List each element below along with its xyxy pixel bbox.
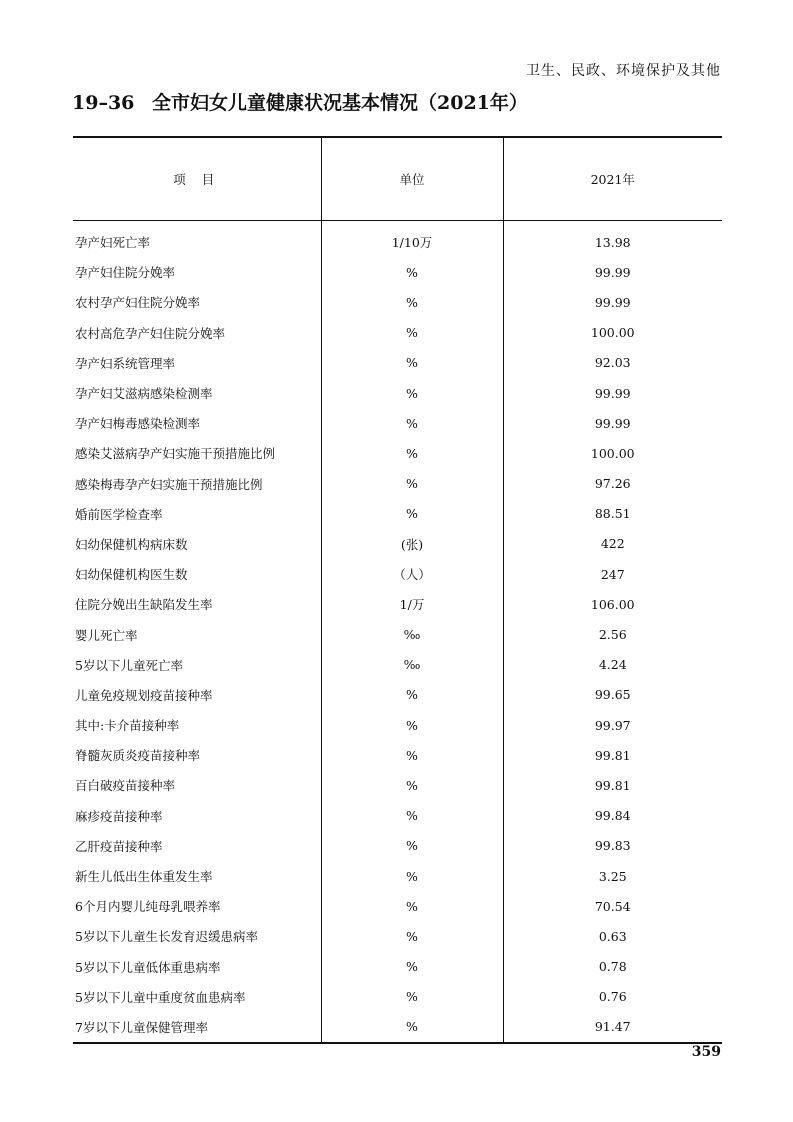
row-item-label: 农村孕产妇住院分娩率 (75, 295, 201, 311)
table-row (73, 378, 722, 408)
row-unit: % (321, 499, 503, 529)
row-unit: 1/10万 (321, 221, 503, 258)
row-unit: 1/万 (321, 589, 503, 619)
row-unit: % (321, 469, 503, 499)
row-value: 247 (503, 559, 722, 589)
table-row (73, 589, 722, 619)
row-item-label: 新生儿低出生体重发生率 (75, 869, 213, 885)
row-unit: % (321, 257, 503, 287)
table-row (73, 529, 722, 559)
row-item-label: 5岁以下儿童死亡率 (75, 657, 183, 673)
row-value: 99.81 (503, 770, 722, 800)
row-unit: % (321, 801, 503, 831)
row-item-label: 孕产妇住院分娩率 (75, 265, 176, 281)
column-header-unit: 单位 (321, 137, 503, 221)
table-row (73, 469, 722, 499)
row-value: 422 (503, 529, 722, 559)
chapter-header: 卫生、民政、环境保护及其他 (526, 63, 721, 79)
row-unit: ‰ (321, 619, 503, 649)
table-header-row (73, 137, 722, 221)
row-value: 0.76 (503, 982, 722, 1012)
row-item-label: 儿童免疫规划疫苗接种率 (75, 687, 213, 703)
row-item-label: 其中:卡介苗接种率 (75, 718, 180, 734)
row-unit: % (321, 861, 503, 891)
row-unit: % (321, 408, 503, 438)
row-value: 97.26 (503, 469, 722, 499)
row-value: 100.00 (503, 438, 722, 468)
table-row (73, 287, 722, 317)
table-row (73, 348, 722, 378)
table-row (73, 257, 722, 287)
row-unit: % (321, 710, 503, 740)
table-row (73, 952, 722, 982)
row-item-label: 农村高危孕产妇住院分娩率 (75, 325, 226, 341)
row-value: 2.56 (503, 619, 722, 649)
row-item-label: 孕产妇艾滋病感染检测率 (75, 386, 213, 402)
row-value: 99.97 (503, 710, 722, 740)
table-row (73, 499, 722, 529)
row-unit: % (321, 287, 503, 317)
row-item-label: 5岁以下儿童生长发育迟缓患病率 (75, 929, 258, 945)
row-value: 88.51 (503, 499, 722, 529)
row-item-label: 婴儿死亡率 (75, 627, 138, 643)
row-item-label: 乙肝疫苗接种率 (75, 838, 163, 854)
table-row (73, 318, 722, 348)
row-value: 4.24 (503, 650, 722, 680)
row-value: 13.98 (503, 221, 722, 258)
row-unit: % (321, 921, 503, 951)
row-item-label: 妇幼保健机构医生数 (75, 567, 188, 583)
table-row (73, 221, 722, 258)
row-value: 99.99 (503, 287, 722, 317)
row-value: 92.03 (503, 348, 722, 378)
table-title (72, 88, 722, 115)
row-item-label: 7岁以下儿童保健管理率 (73, 1012, 321, 1043)
row-value: 3.25 (503, 861, 722, 891)
row-item-label: 感染梅毒孕产妇实施干预措施比例 (75, 476, 263, 492)
row-value: 99.65 (503, 680, 722, 710)
row-item-label: 5岁以下儿童中重度贫血患病率 (75, 989, 246, 1005)
table-title-text: 全市妇女儿童健康状况基本情况（2021年） (152, 92, 528, 114)
row-value: 106.00 (503, 589, 722, 619)
row-unit: % (321, 318, 503, 348)
table-row (73, 801, 722, 831)
table-row (73, 1012, 722, 1043)
table-row (73, 619, 722, 649)
row-unit: (张) (321, 529, 503, 559)
row-unit: % (321, 1012, 503, 1043)
row-value: 99.99 (503, 408, 722, 438)
row-item-label: 孕产妇系统管理率 (75, 355, 176, 371)
table-row (73, 559, 722, 589)
row-unit: ‰ (321, 650, 503, 680)
table-row (73, 831, 722, 861)
table-row (73, 650, 722, 680)
table-row (73, 710, 722, 740)
row-value: 99.81 (503, 740, 722, 770)
row-unit: % (321, 378, 503, 408)
row-unit: % (321, 831, 503, 861)
row-value: 99.99 (503, 378, 722, 408)
row-value: 0.78 (503, 952, 722, 982)
row-unit: % (321, 740, 503, 770)
row-value: 70.54 (503, 891, 722, 921)
row-value: 0.63 (503, 921, 722, 951)
row-value: 100.00 (503, 318, 722, 348)
table-row (73, 921, 722, 951)
row-item-label: 麻疹疫苗接种率 (75, 808, 163, 824)
row-value: 99.83 (503, 831, 722, 861)
row-unit: % (321, 770, 503, 800)
table-row (73, 982, 722, 1012)
table-body (73, 221, 722, 1044)
row-item-label: 住院分娩出生缺陷发生率 (75, 597, 213, 613)
row-item-label: 孕产妇梅毒感染检测率 (75, 416, 201, 432)
row-unit: % (321, 438, 503, 468)
row-unit: % (321, 982, 503, 1012)
row-item-label: 感染艾滋病孕产妇实施干预措施比例 (75, 446, 276, 462)
table-row (73, 861, 722, 891)
column-header-year: 2021年 (503, 137, 722, 221)
table-row (73, 680, 722, 710)
table-number: 19–36 (72, 92, 135, 114)
row-item-label: 婚前医学检查率 (75, 506, 163, 522)
table-row (73, 740, 722, 770)
row-unit: （人） (321, 559, 503, 589)
row-unit: % (321, 680, 503, 710)
table-row (73, 770, 722, 800)
column-header-item: 项 目 (73, 137, 321, 221)
row-value: 91.47 (503, 1012, 722, 1043)
row-value: 99.99 (503, 257, 722, 287)
table-row (73, 408, 722, 438)
row-item-label: 6个月内婴儿纯母乳喂养率 (75, 899, 221, 915)
row-item-label: 脊髓灰质炎疫苗接种率 (75, 748, 201, 764)
row-unit: % (321, 348, 503, 378)
table-row (73, 891, 722, 921)
row-item-label: 孕产妇死亡率 (75, 235, 151, 251)
health-statistics-table (73, 136, 722, 1044)
row-item-label: 妇幼保健机构病床数 (75, 536, 188, 552)
row-unit: % (321, 952, 503, 982)
row-value: 99.84 (503, 801, 722, 831)
table-row (73, 438, 722, 468)
row-item-label: 5岁以下儿童低体重患病率 (75, 959, 221, 975)
page-number: 359 (691, 1044, 721, 1060)
row-unit: % (321, 891, 503, 921)
row-item-label: 百白破疫苗接种率 (75, 778, 176, 794)
